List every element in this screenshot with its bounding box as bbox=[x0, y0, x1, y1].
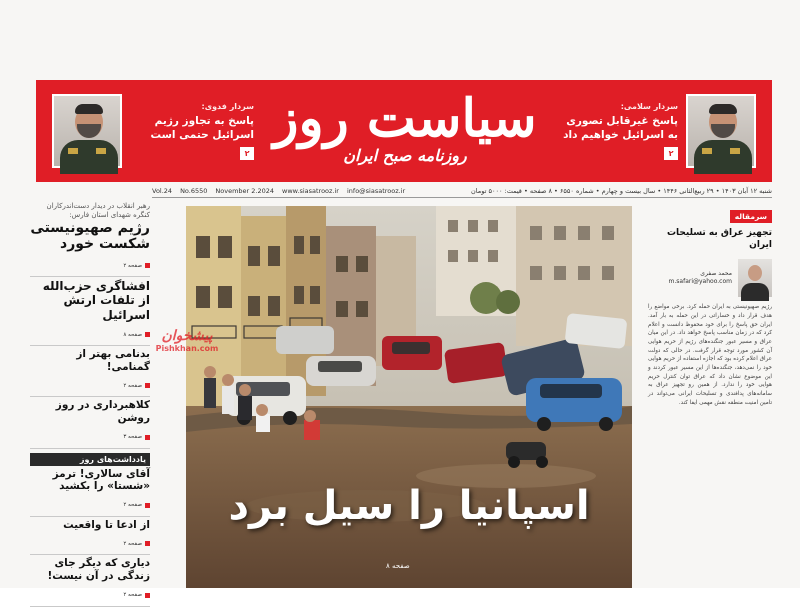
page-marker-icon bbox=[145, 503, 150, 508]
page-reference bbox=[123, 263, 150, 269]
editorial-column bbox=[648, 204, 772, 588]
newspaper-logo bbox=[272, 84, 538, 176]
page-marker-icon bbox=[145, 263, 150, 268]
pishkhan-watermark bbox=[152, 328, 222, 353]
note-item bbox=[30, 466, 150, 517]
news-item bbox=[30, 397, 150, 448]
page-ref-text: صفحه ۲ bbox=[123, 592, 142, 599]
page-reference bbox=[123, 434, 150, 440]
masthead-right-box bbox=[546, 92, 756, 170]
page-reference bbox=[123, 592, 150, 598]
portrait-left bbox=[52, 94, 122, 168]
author-name: محمد صفری bbox=[700, 269, 732, 277]
issue-number: No.6550 bbox=[180, 186, 208, 195]
issue-info-strip bbox=[152, 184, 772, 198]
page-ref-text: صفحه ۲ bbox=[123, 540, 142, 547]
issue-date: November 2.2024 bbox=[215, 186, 275, 195]
page-reference bbox=[123, 502, 150, 508]
page-reference bbox=[123, 541, 150, 547]
note-headline: از ادعا تا واقعیت bbox=[63, 518, 150, 531]
page-ref-text: صفحه ۸ bbox=[123, 331, 142, 338]
page-ref-text: صفحه ۲ bbox=[123, 382, 142, 389]
hero-headline: اسپانیا را سیل برد bbox=[228, 483, 590, 529]
note-item bbox=[30, 517, 150, 556]
masthead-left-page: ۲ bbox=[240, 147, 254, 160]
logo-title: سیاست روز bbox=[273, 88, 537, 149]
news-headline: کلاهبرداری در روز روشن bbox=[55, 399, 150, 425]
masthead-right-page: ۲ bbox=[664, 147, 678, 160]
note-headline: آقای سالاری! ترمز «شستا» را بکشید bbox=[52, 467, 150, 493]
page-ref-text: صفحه ۲ bbox=[123, 262, 142, 269]
note-item bbox=[30, 555, 150, 606]
page-marker-icon bbox=[145, 435, 150, 440]
left-news-column bbox=[30, 200, 150, 599]
email: info@siasatrooz.ir bbox=[346, 186, 406, 195]
news-item bbox=[30, 200, 150, 277]
masthead-left-speaker: سردار فدوی: bbox=[201, 101, 254, 111]
editorial-body: رژیم صهیونیستی به ایران حمله کرد. برخی مواضع را هدف قرار داد و خساراتی در این حمله به بار آمد. ایران حق پاسخ را برای خود محفوظ دانست و اعلام کرد که در زمان مناسب پاسخ خواهد داد. در این میان عراق و مسیر عبور جنگنده‌های رژیم از حریم هوایی آن کشور مورد توجه قرار گرفت. در حالی که دولت عراق اعلام کرده بود که اجازه استفاده از حریم هوایی خود را نمی‌دهد، جنگنده‌ها از این مسیر عبور کردند و این موضوع نشان داد که عراق توان کنترل حریم هوایی خود را ندارد. از همین رو تجهیز عراق به سامانه‌های پدافندی و تسلیحات ایرانی می‌تواند در تامین امنیت منطقه نقش مهمی ایفا کند. bbox=[648, 304, 772, 406]
page-marker-icon bbox=[145, 383, 150, 388]
masthead-left-box bbox=[52, 92, 262, 170]
notes-section-label: یادداشت‌های روز bbox=[30, 453, 150, 466]
issue-volume: Vol.24 bbox=[152, 186, 173, 195]
page-reference bbox=[123, 383, 150, 389]
masthead-right-speaker: سردار سلامی: bbox=[620, 101, 678, 111]
news-headline: بدنامی بهتر از گمنامی! bbox=[76, 348, 150, 373]
news-headline: رژیم صهیونیستی شکست خورد bbox=[30, 219, 150, 253]
watermark-site: Pishkhan.com bbox=[155, 344, 219, 353]
masthead-left-quote: پاسخ به تجاوز رژیم اسرائیل حتمی است bbox=[150, 114, 254, 141]
author-box bbox=[648, 259, 772, 297]
news-kicker: رهبر انقلاب در دیدار دست‌اندرکاران کنگره شهدای استان فارس: bbox=[46, 202, 150, 219]
page-marker-icon bbox=[145, 593, 150, 598]
news-item bbox=[30, 346, 150, 397]
editorial-title: تجهیز عراق به تسلیحات ایران bbox=[667, 228, 772, 250]
page-marker-icon bbox=[145, 332, 150, 337]
page-marker-icon bbox=[145, 541, 150, 546]
website: www.siasatrooz.ir bbox=[282, 186, 339, 195]
issue-info-fa: شنبه ۱۲ آبان ۱۴۰۳ • ۲۹ ربیع‌الثانی ۱۴۴۶ • سال بیست و چهارم • شماره ۶۵۵۰ • ۸ صفحه • قیمت: ۵۰۰۰ تومان bbox=[471, 186, 772, 195]
news-item bbox=[30, 277, 150, 346]
note-headline: دیاری که دیگر جای زندگی در آن نیست! bbox=[47, 557, 150, 583]
page-reference bbox=[123, 332, 150, 338]
editorial-label: سرمقاله bbox=[730, 210, 772, 223]
hero-page-reference: صفحه ۸ bbox=[386, 562, 410, 570]
portrait-right bbox=[686, 94, 756, 168]
watermark-name: پیشخوان bbox=[161, 328, 213, 344]
page-ref-text: صفحه ۳ bbox=[123, 434, 142, 441]
masthead-right-quote: پاسخ غیرقابل تصوری به اسرائیل خواهیم داد bbox=[563, 114, 678, 141]
page-ref-text: صفحه ۲ bbox=[123, 502, 142, 509]
news-headline: افشاگری حزب‌الله از تلفات ارتش اسرائیل bbox=[42, 279, 150, 322]
author-email: m.safari@yahoo.com bbox=[668, 278, 732, 286]
masthead bbox=[36, 80, 772, 182]
logo-subtitle: روزنامه صبح ایران bbox=[343, 146, 467, 165]
author-avatar bbox=[738, 259, 772, 297]
